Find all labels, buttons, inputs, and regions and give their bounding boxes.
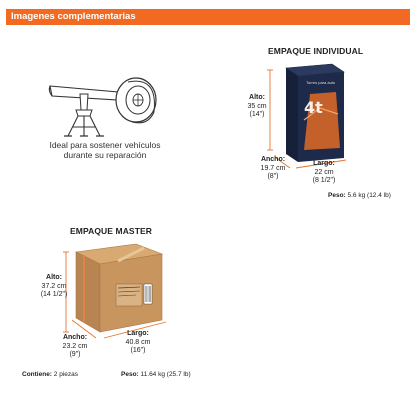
- individual-alto-in: (14"): [249, 111, 265, 118]
- individual-title: EMPAQUE INDIVIDUAL: [268, 46, 364, 56]
- master-ancho-cm: 23.2 cm: [62, 342, 88, 350]
- master-largo-in: (16"): [130, 347, 146, 354]
- master-largo: Largo: 40.8 cm (16"): [118, 330, 158, 356]
- master-ancho: Ancho: 23.2 cm (9"): [58, 334, 92, 360]
- master-title: EMPAQUE MASTER: [70, 226, 152, 236]
- master-ancho-in: (9"): [69, 351, 81, 358]
- individual-alto-cm: 35 cm: [247, 102, 267, 110]
- master-alto-cm: 37.2 cm: [41, 282, 67, 290]
- individual-largo-in: (8 1/2"): [312, 177, 336, 184]
- individual-ancho-cm: 19.7 cm: [260, 164, 286, 172]
- master-peso: Peso: 11.64 kg (25.7 lb): [121, 371, 191, 378]
- individual-largo: Largo: 22 cm (8 1/2"): [306, 160, 342, 186]
- master-contiene: Contiene: 2 piezas: [22, 371, 79, 378]
- individual-ancho-in: (8"): [267, 173, 279, 180]
- individual-largo-cm: 22 cm: [314, 168, 334, 176]
- individual-peso: Peso: 5.6 kg (12.4 lb): [328, 192, 391, 199]
- individual-ancho: Ancho: 19.7 cm (8"): [256, 156, 290, 182]
- individual-box-badge: 4t: [304, 98, 323, 117]
- illustration-caption-line2: durante su reparación: [63, 150, 147, 160]
- master-alto-in: (14 1/2"): [40, 291, 68, 298]
- master-largo-cm: 40.8 cm: [125, 338, 151, 346]
- illustration-caption-line1: Ideal para sostener vehículos: [49, 140, 161, 150]
- individual-box-text: Torres para auto: [306, 80, 336, 85]
- master-alto: Alto: 37.2 cm (14 1/2"): [38, 274, 70, 300]
- individual-alto: Alto: 35 cm (14"): [242, 94, 272, 120]
- section-header-title: Imagenes complementarias: [11, 11, 136, 22]
